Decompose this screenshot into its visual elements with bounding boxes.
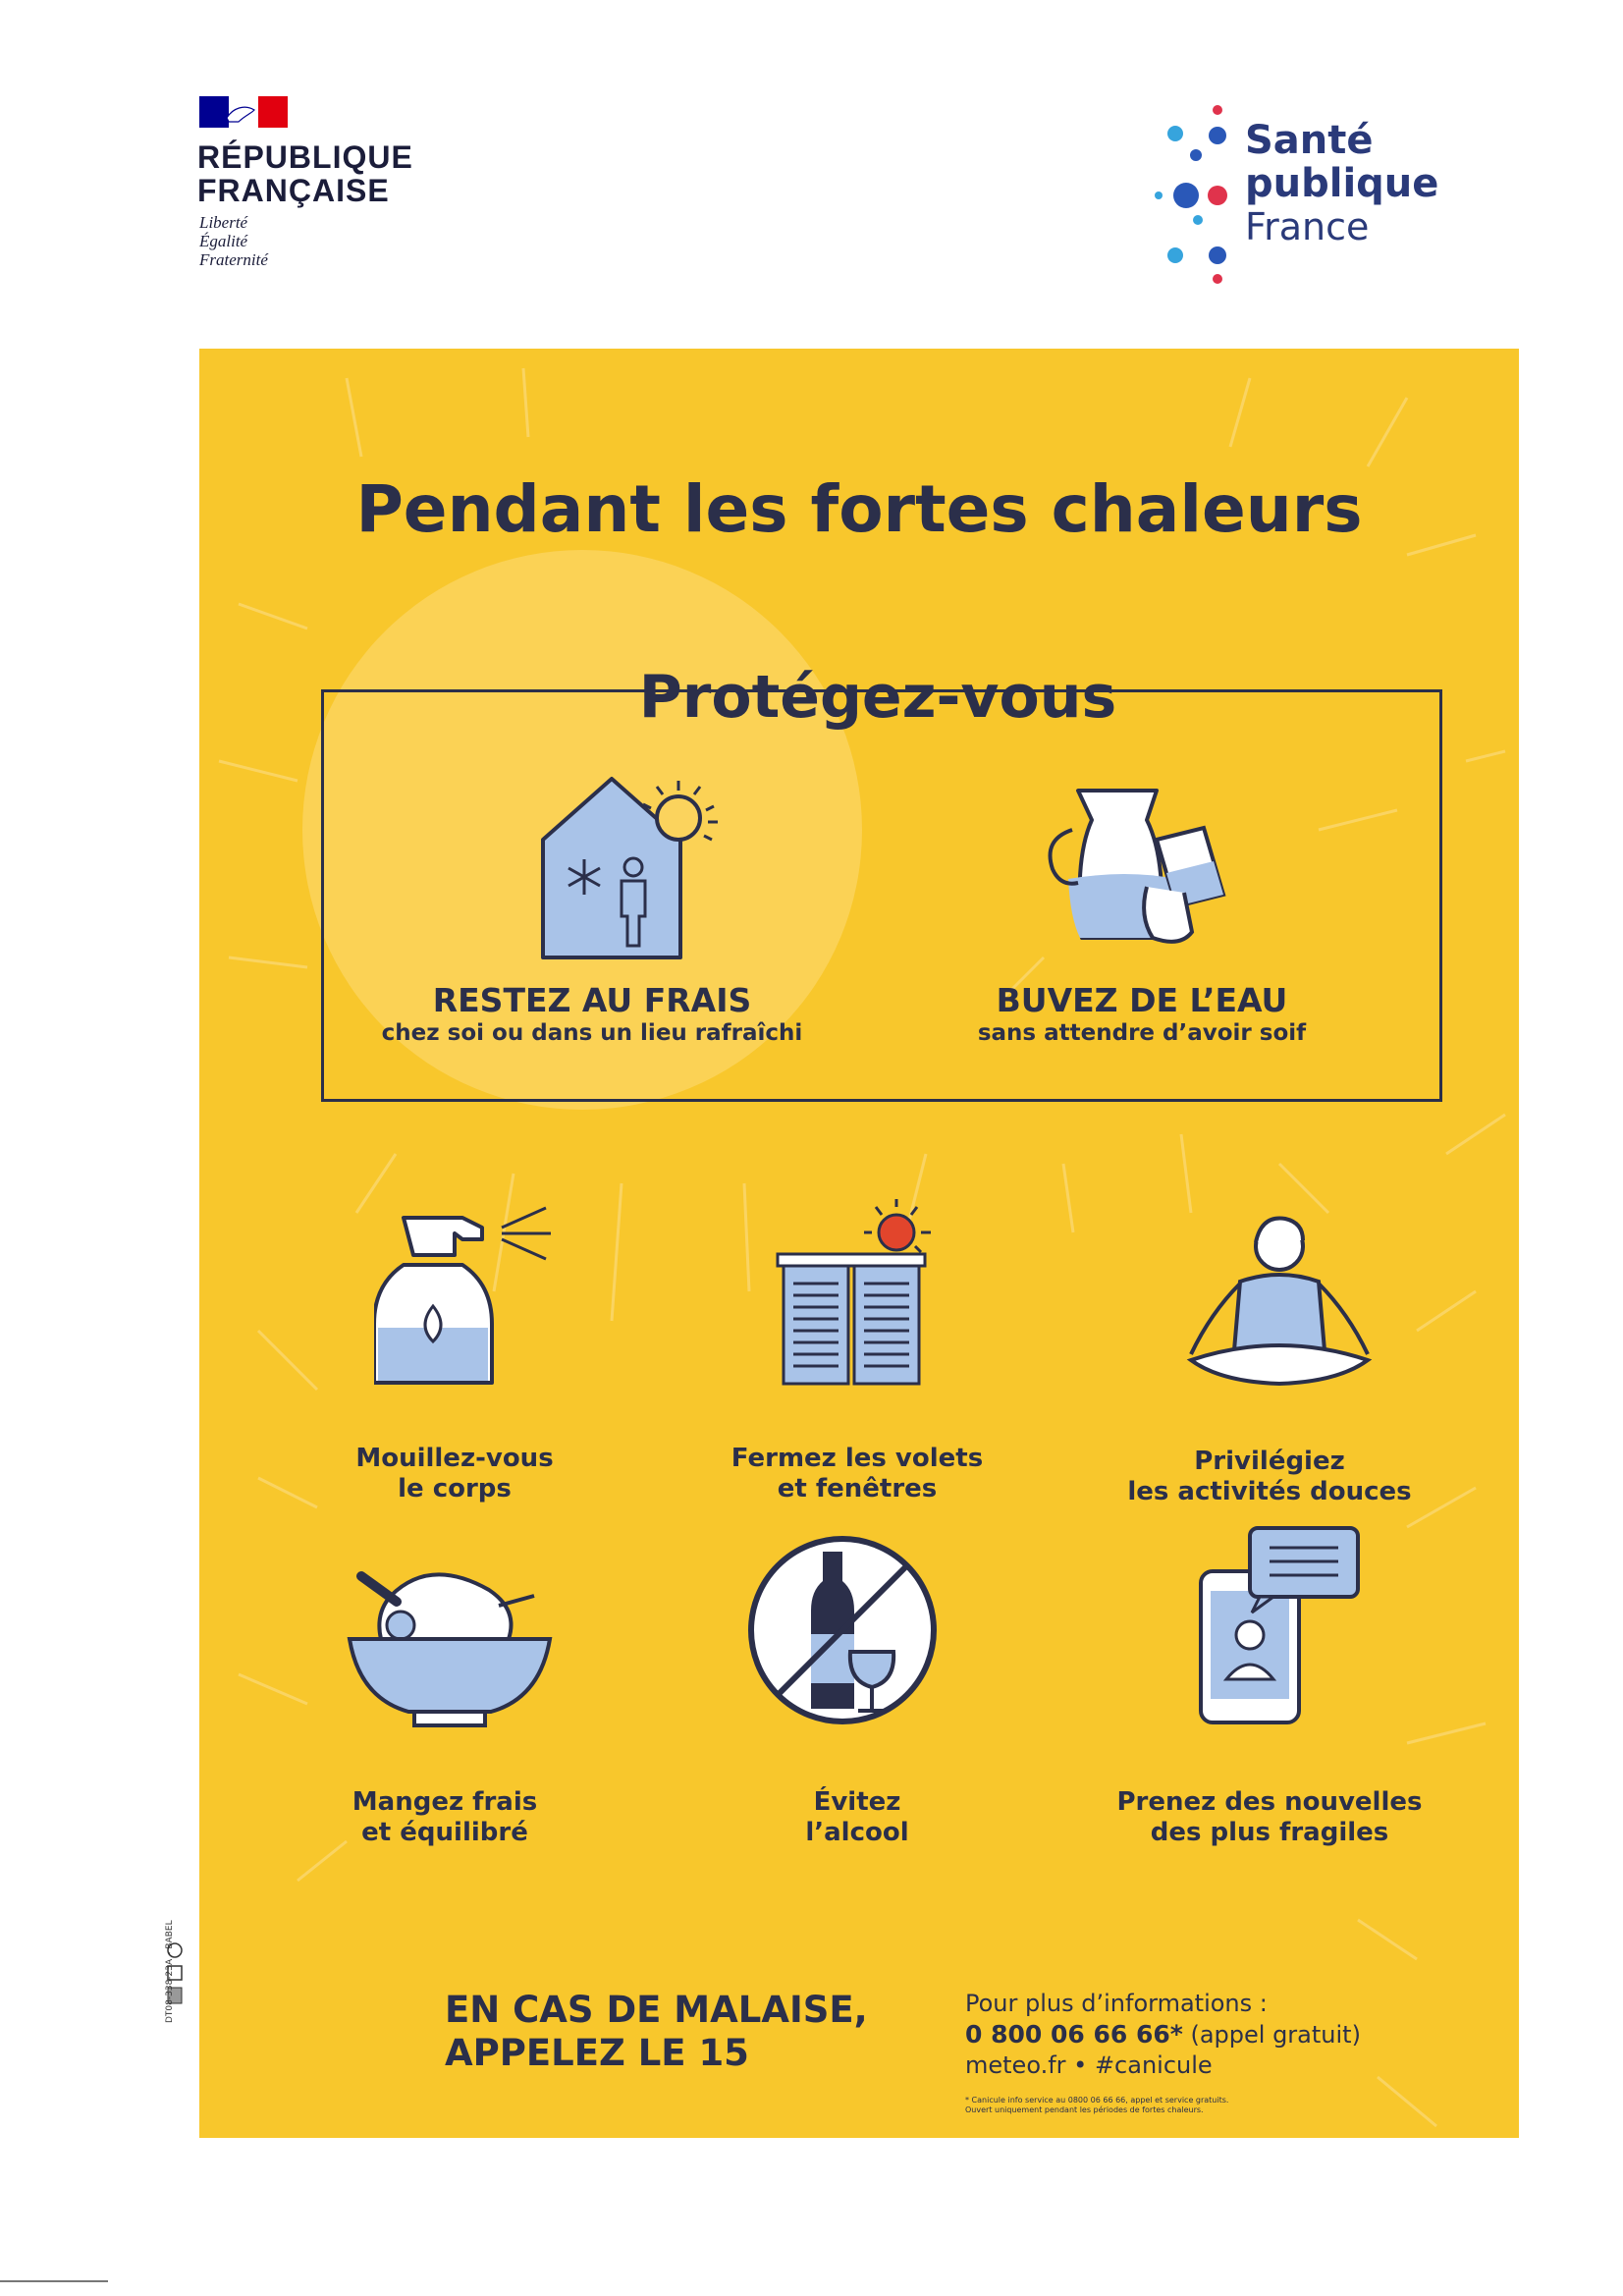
tip-avoid-alcohol-line2: l’alcool — [805, 1818, 909, 1847]
footnote-line1: * Canicule info service au 0800 06 66 66, appel et service gratuits. — [965, 2096, 1229, 2105]
motto-egalite: Égalité — [199, 232, 248, 250]
republic-name — [197, 140, 413, 207]
info-phone-number: 0 800 06 66 66* — [965, 2020, 1183, 2049]
tip-eat-fresh-line1: Mangez frais — [352, 1787, 538, 1817]
tip-check-on-fragile — [1103, 1787, 1436, 1848]
republic-motto — [199, 213, 268, 269]
agency-name-line3: France — [1245, 205, 1370, 248]
tip-drink-water-detail: sans attendre d’avoir soif — [977, 1020, 1307, 1046]
tip-gentle-activities — [1103, 1447, 1436, 1507]
salad-bowl-icon — [342, 1557, 558, 1733]
marianne-logo — [199, 96, 288, 128]
emergency-line2: APPELEZ LE 15 — [445, 2032, 749, 2074]
tip-wet-body-line2: le corps — [398, 1474, 512, 1503]
meditating-person-icon — [1171, 1213, 1387, 1390]
emergency-line1: EN CAS DE MALAISE, — [445, 1989, 868, 2031]
print-reference-code: DT08-338-23A – BABEL — [165, 1920, 175, 2023]
subtitle-wrap — [575, 643, 1180, 751]
tip-gentle-activities-line1: Privilégiez — [1194, 1447, 1345, 1476]
tip-gentle-activities-line2: les activités douces — [1127, 1477, 1412, 1506]
motto-fraternite: Fraternité — [199, 250, 268, 269]
footnote-line2: Ouvert uniquement pendant les périodes de fortes chaleurs. — [965, 2105, 1204, 2114]
poster-title: Pendant les fortes chaleurs — [355, 471, 1363, 547]
agency-name — [1245, 119, 1438, 248]
tip-avoid-alcohol — [710, 1787, 1004, 1848]
phone-message-icon — [1191, 1522, 1368, 1728]
info-intro: Pour plus d’informations : — [965, 1990, 1268, 2017]
info-phone-note: (appel gratuit) — [1182, 2021, 1361, 2049]
tip-check-on-fragile-line1: Prenez des nouvelles — [1116, 1787, 1423, 1817]
info-block — [965, 1989, 1361, 2081]
tip-stay-cool — [356, 982, 828, 1047]
poster-subtitle: Protégez-vous — [638, 663, 1117, 732]
info-web: meteo.fr • #canicule — [965, 2051, 1213, 2079]
tip-eat-fresh-line2: et équilibré — [361, 1818, 528, 1847]
tip-close-shutters-line2: et fenêtres — [777, 1474, 938, 1503]
house-snowflake-icon — [533, 751, 739, 967]
tip-stay-cool-detail: chez soi ou dans un lieu rafraîchi — [381, 1020, 803, 1046]
emergency-notice — [445, 1989, 868, 2075]
motto-liberte: Liberté — [199, 213, 248, 232]
sante-publique-france-dots-logo — [1109, 98, 1237, 290]
agency-name-line1: Santé — [1245, 118, 1374, 163]
spray-bottle-icon — [374, 1198, 570, 1394]
agency-name-line2: publique — [1245, 161, 1439, 206]
tip-eat-fresh — [298, 1787, 592, 1848]
republic-name-line2: FRANÇAISE — [197, 173, 390, 208]
tip-close-shutters-line1: Fermez les volets — [730, 1444, 984, 1473]
tip-drink-water — [936, 982, 1348, 1047]
no-alcohol-icon — [744, 1532, 941, 1728]
tip-close-shutters — [690, 1444, 1024, 1504]
scan-edge-line — [0, 2280, 108, 2282]
tip-drink-water-heading: BUVEZ DE L’EAU — [996, 981, 1288, 1019]
shutters-sun-icon — [774, 1193, 950, 1390]
tip-wet-body — [307, 1444, 602, 1504]
water-jug-glass-icon — [1039, 771, 1245, 967]
tip-stay-cool-heading: RESTEZ AU FRAIS — [432, 981, 752, 1019]
info-phone-line — [965, 2019, 1361, 2050]
heatwave-poster — [199, 349, 1519, 2138]
tip-avoid-alcohol-line1: Évitez — [813, 1787, 901, 1817]
tip-check-on-fragile-line2: des plus fragiles — [1150, 1818, 1389, 1847]
tip-wet-body-line1: Mouillez-vous — [355, 1444, 554, 1473]
footnote — [965, 2096, 1228, 2115]
republic-name-line1: RÉPUBLIQUE — [197, 139, 413, 175]
